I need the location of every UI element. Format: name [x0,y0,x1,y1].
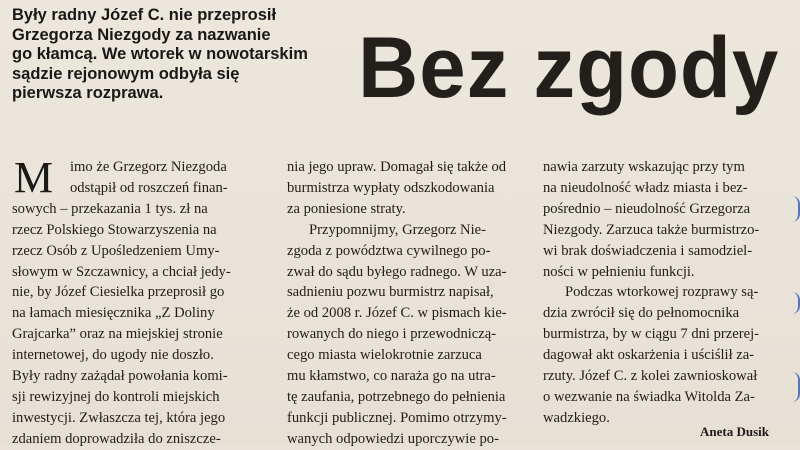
lead-line: Były radny Józef C. nie przeprosił [12,6,277,24]
text-line: imo że Grzegorz Niezgoda [70,159,227,175]
text-line: że od 2008 r. Józef C. w pismach kie- [287,305,507,322]
text-line: zgoda z powództwa cywilnego po- [287,242,491,259]
text-line: słowym w Szczawnicy, a chciał jedy- [12,263,231,280]
text-line: rowanych do niego i przewodniczą- [287,326,497,343]
article-column-1 [12,153,272,450]
text-line: sowych – przekazania 1 tys. zł na [12,200,208,217]
text-line: Były radny zażądał powołania komi- [12,368,228,385]
text-line: burmistrza, by w ciągu 7 dni przerej- [543,326,759,343]
text-line: mu kłamstwo, co naraża go na utra- [287,368,496,385]
text-line: na łamach miesięcznika „Z Doliny [12,305,215,322]
text-line: wi brak doświadczenia i samodziel- [543,242,753,259]
text-line: dzia zwrócił się do pełnomocnika [543,305,740,322]
pen-mark [790,372,800,402]
text-line: ności w pełnieniu funkcji. [543,263,695,280]
text-line: na nieudolność władz miasta i bez- [543,179,748,196]
text-line: dagował akt oskarżenia i uściślił za- [543,347,755,364]
author-byline: Aneta Dusik [700,424,769,439]
drop-cap: M [14,153,54,202]
text-line: Podczas wtorkowej rozprawy są- [565,284,759,301]
text-line: Niezgody. Zarzuca także burmistrzo- [543,221,760,238]
lead-line: Grzegorza Niezgody za nazwanie [12,25,271,44]
text-line: nawia zarzuty wskazując przy tym [543,159,745,175]
text-line: wadzkiego. [543,409,610,426]
pen-mark [790,292,800,314]
article-column-3 [543,157,795,429]
text-line: rzecz Polskiego Stowarzyszenia na [12,221,217,238]
text-line: pośrednio – nieudolność Grzegorza [543,200,751,217]
text-line: cego miasta wielokrotnie zarzuca [287,347,482,364]
lead-line: go kłamcą. We wtorek w nowotarskim [12,45,308,63]
text-line: wanych odpowiedzi uporczywie po- [287,430,499,447]
article-lead [12,6,357,104]
text-line: Grajcarka” oraz na miejskiej stronie [12,326,223,343]
lead-line: sądzie rejonowym odbyła się [12,64,240,83]
text-line: sadnieniu pozwu burmistrz napisał, [287,284,494,301]
text-line: internetowej, do ugody nie doszło. [12,347,214,364]
text-line: Przypomnijmy, Grzegorz Nie- [309,221,486,238]
text-line: odstąpił od roszczeń finan- [70,179,228,196]
pen-mark [790,196,800,222]
text-line: zdaniem doprowadziła do zniszcze- [12,430,221,447]
article-column-2 [287,157,537,450]
text-line: nia jego upraw. Domagał się także od [287,159,507,175]
lead-line: pierwsza rozprawa. [12,84,164,102]
text-line: inwestycji. Zwłaszcza tej, która jego [12,409,226,426]
text-line: funkcji publicznej. Pomimo otrzymy- [287,409,507,426]
text-line: tę zaufania, potrzebnego do pełnienia [287,388,506,405]
text-line: rzecz Osób z Upośledzeniem Umy- [12,242,220,259]
article-headline: Bez zgody [358,20,780,116]
text-line: za poniesione straty. [287,200,406,217]
text-line: sji rewizyjnej do kontroli miejskich [12,388,220,405]
text-line: burmistrza wypłaty odszkodowania [287,179,495,196]
text-line: o wezwanie na świadka Witolda Za- [543,388,755,405]
text-line: zwał do sądu byłego radnego. W uza- [287,263,507,280]
text-line: rzuty. Józef C. z kolei zawnioskował [543,368,758,385]
text-line: nie, by Józef Ciesielka przeprosił go [12,284,225,301]
